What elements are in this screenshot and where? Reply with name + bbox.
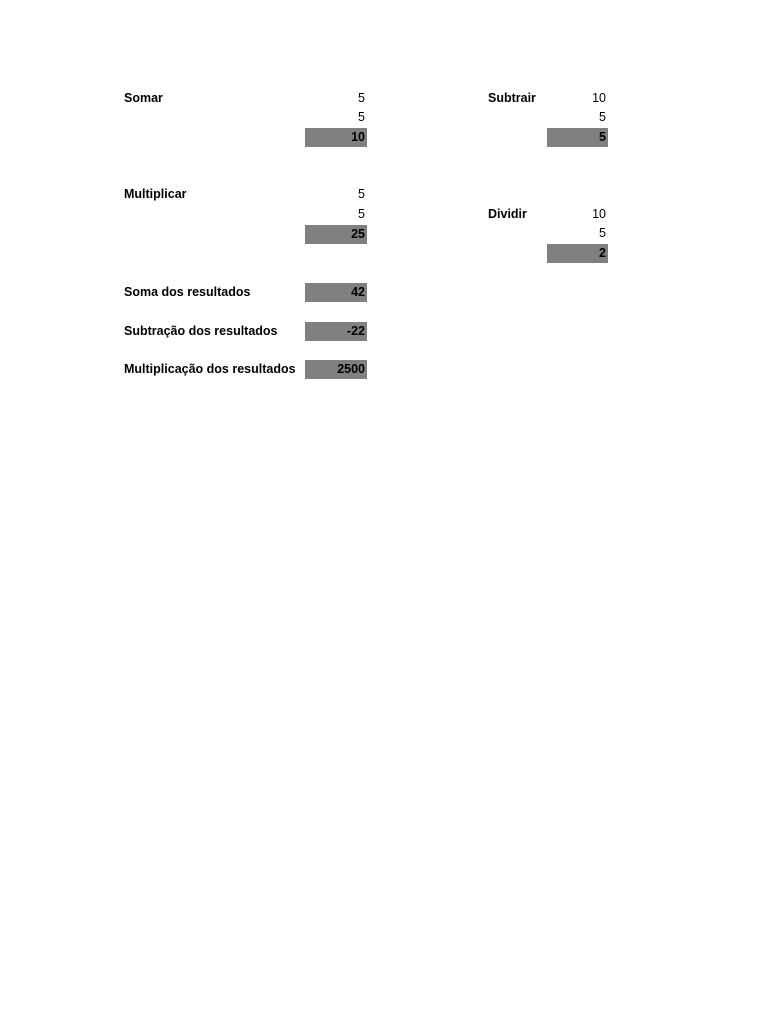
multiplicar-operand-b: 5 [358,207,365,221]
somar-label: Somar [124,91,163,105]
multiplicacao-resultados-label: Multiplicação dos resultados [124,362,296,376]
multiplicar-operand-a: 5 [358,187,365,201]
somar-operand-b: 5 [358,110,365,124]
somar-result: 10 [305,128,367,147]
subtrair-result: 5 [547,128,608,147]
subtracao-resultados-label: Subtração dos resultados [124,324,278,338]
multiplicar-label: Multiplicar [124,187,187,201]
multiplicacao-resultados-value: 2500 [305,360,367,379]
dividir-operand-b: 5 [599,226,606,240]
subtrair-operand-b: 5 [599,110,606,124]
dividir-operand-a: 10 [592,207,606,221]
multiplicar-result: 25 [305,225,367,244]
soma-resultados-value: 42 [305,283,367,302]
soma-resultados-label: Soma dos resultados [124,285,251,299]
dividir-result: 2 [547,244,608,263]
subtrair-operand-a: 10 [592,91,606,105]
somar-operand-a: 5 [358,91,365,105]
subtracao-resultados-value: -22 [305,322,367,341]
subtrair-label: Subtrair [488,91,536,105]
dividir-label: Dividir [488,207,527,221]
